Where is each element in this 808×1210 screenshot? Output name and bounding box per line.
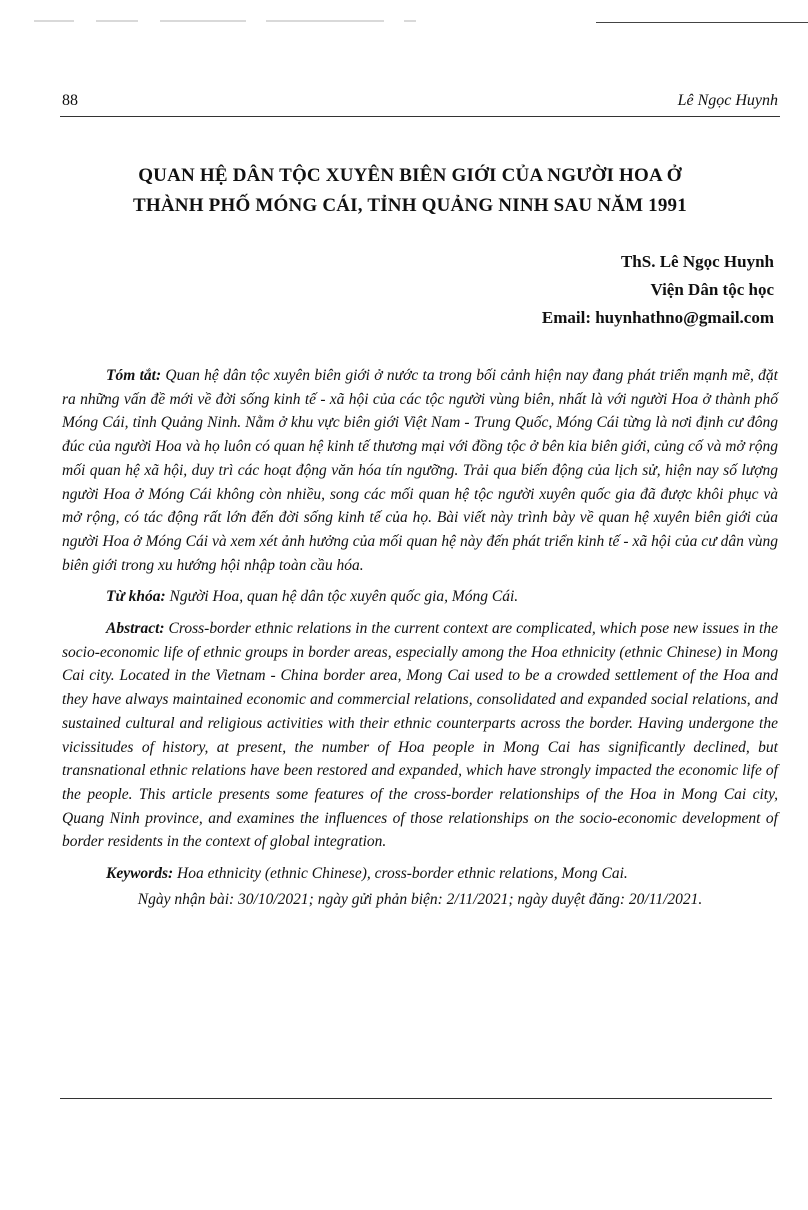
running-header (62, 91, 778, 115)
scan-artifact (266, 20, 384, 22)
article-front-matter (62, 364, 778, 911)
vietnamese-keywords-label: Từ khóa: (106, 588, 166, 606)
vietnamese-keywords (62, 585, 778, 609)
author-block (344, 248, 774, 332)
title-line-2: THÀNH PHỐ MÓNG CÁI, TỈNH QUẢNG NINH SAU NĂM 1991 (133, 194, 687, 216)
article-title (70, 161, 750, 221)
scan-artifact (34, 20, 74, 22)
author-name: ThS. Lê Ngọc Huynh (620, 252, 774, 271)
vietnamese-keywords-text: Người Hoa, quan hệ dân tộc xuyên quốc gia, Móng Cái. (169, 588, 519, 606)
page-number: 88 (62, 92, 78, 109)
english-abstract-text: Cross-border ethnic relations in the current context are complicated, which pose new issues in the socio-economic life of ethnic groups in border areas, especially among the Hoa ethnicity (ethnic Chinese) in Mong Cai city. Located in the Vietnam - China border area, Mong Cai used to be a crowded settlement of the Hoa and they have always maintained economic and commercial relations, consolidated and expanded social relations, and sustained cultural and religious activities with their ethnic counterparts across the border. Having undergone the vicissitudes of history, at present, the number of Hoa people in Mong Cai has significantly declined, but transnational ethnic relations have been restored and expanded, which have strongly impacted the economic life of the people. This article presents some features of the cross-border relationships of the Hoa in Mong Cai city, Quang Ninh province, and examines the influences of those relationships on the socio-economic development of border residents in the context of global integration. (62, 620, 778, 851)
running-author: Lê Ngọc Huynh (677, 92, 778, 109)
vietnamese-abstract-label: Tóm tắt: (106, 367, 162, 384)
english-abstract-label: Abstract: (106, 620, 165, 638)
english-keywords-text: Hoa ethnicity (ethnic Chinese), cross-border ethnic relations, Mong Cai. (177, 865, 628, 883)
bottom-rule (60, 1098, 772, 1099)
english-keywords-label: Keywords: (106, 865, 174, 883)
scan-artifact (404, 20, 416, 22)
header-rule (60, 116, 780, 117)
author-affiliation: Viện Dân tộc học (650, 280, 774, 299)
english-abstract (62, 617, 778, 854)
title-line-1: QUAN HỆ DÂN TỘC XUYÊN BIÊN GIỚI CỦA NGƯỜI HOA Ở (138, 164, 682, 186)
scan-artifact (96, 20, 138, 22)
submission-dates: Ngày nhận bài: 30/10/2021; ngày gửi phản biện: 2/11/2021; ngày duyệt đăng: 20/11/2021. (137, 890, 703, 908)
vietnamese-abstract-text: Quan hệ dân tộc xuyên biên giới ở nước ta trong bối cảnh hiện nay đang phát triển mạnh mẽ, đặt ra những vấn đề mới về đời sống kinh tế - xã hội của các tộc người vùng biên, nhất là với người Hoa ở thành phố Móng Cái, tỉnh Quảng Ninh. Nằm ở khu vực biên giới Việt Nam - Trung Quốc, Móng Cái từng là nơi định cư đông đúc của người Hoa và họ luôn có quan hệ kinh tế thương mại với đồng tộc ở bên kia biên giới, củng cố và mở rộng mối quan hệ xã hội, duy trì các hoạt động văn hóa tín ngưỡng. Trải qua biến động của lịch sử, hiện nay số lượng người Hoa ở Móng Cái không còn nhiều, song các mối quan hệ tộc người xuyên quốc gia đã được khôi phục và mở rộng, có tác động rất lớn đến đời sống kinh tế của họ. Bài viết này trình bày về quan hệ xuyên biên giới của người Hoa ở Móng Cái và xem xét ảnh hưởng của mối quan hệ này đến phát triển kinh tế - xã hội của cư dân vùng biên giới trong xu hướng hội nhập toàn cầu hóa. (62, 367, 778, 574)
top-scan-rule (596, 22, 808, 23)
author-email: Email: huynhathno@gmail.com (541, 308, 774, 327)
vietnamese-abstract (62, 364, 778, 577)
english-keywords (62, 862, 778, 886)
scan-artifact (160, 20, 246, 22)
